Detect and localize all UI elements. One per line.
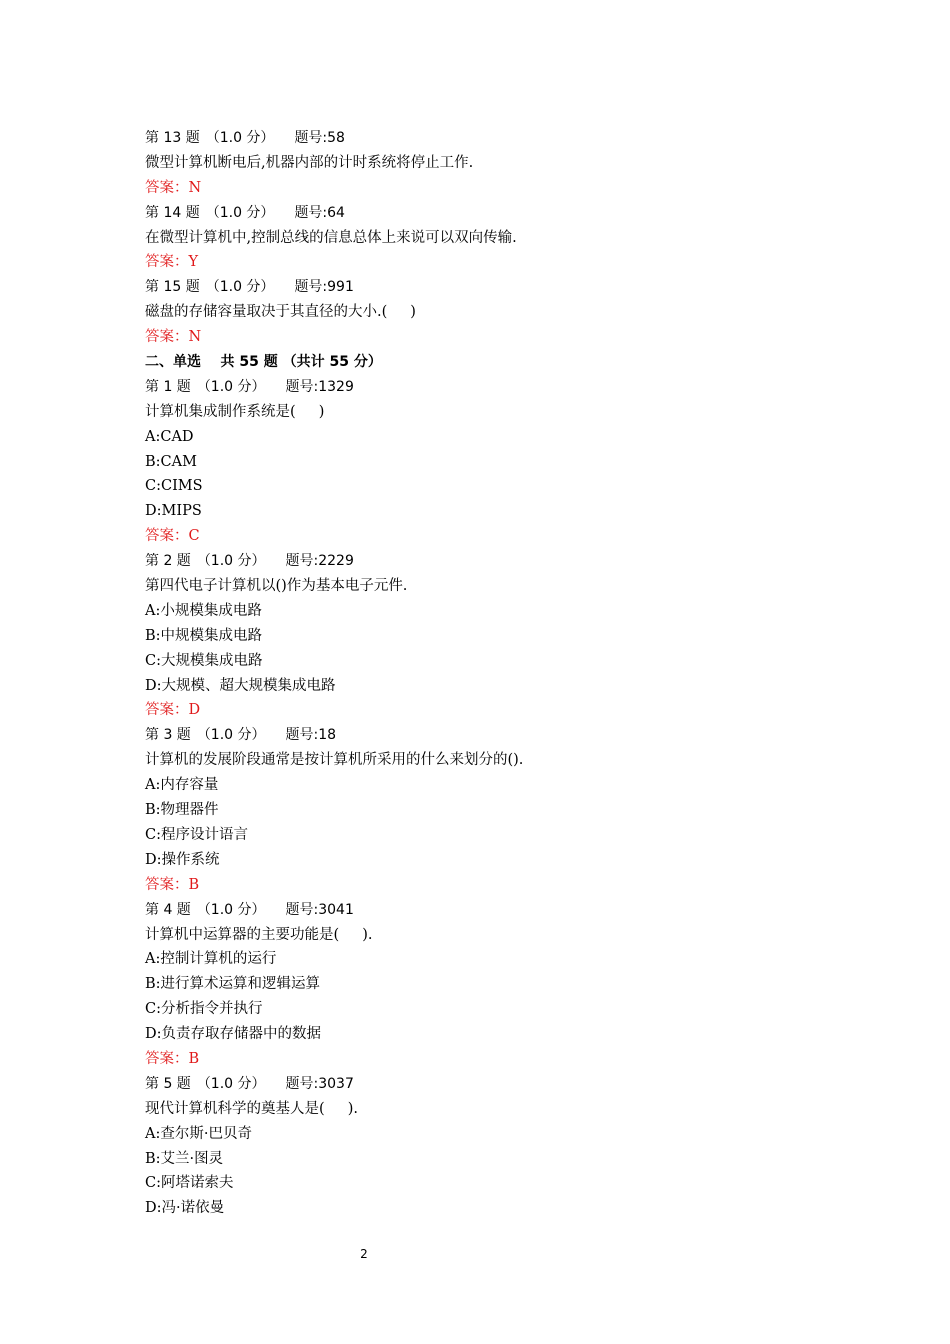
question-text: 第四代电子计算机以()作为基本电子元件. <box>145 578 408 595</box>
question-score: （1.0 分） <box>196 901 266 918</box>
question-text: A:查尔斯·巴贝奇 <box>145 1125 252 1142</box>
question-text: D:操作系统 <box>145 851 220 868</box>
document-body <box>145 126 865 1221</box>
question-number: 第 1 题 <box>145 378 191 395</box>
question-text: 微型计算机断电后,机器内部的计时系统将停止工作. <box>145 154 474 171</box>
question-text: B:物理器件 <box>145 802 219 819</box>
question-number: 第 3 题 <box>145 727 191 744</box>
question-number: 第 14 题 <box>145 204 200 221</box>
question-score: （1.0 分） <box>196 553 266 570</box>
answer-line: 答案：N <box>145 329 202 346</box>
page-number: 2 <box>360 1247 368 1261</box>
question-text: A:小规模集成电路 <box>145 602 262 619</box>
question-header <box>145 549 865 574</box>
question-text: A:内存容量 <box>145 777 219 794</box>
question-number: 第 2 题 <box>145 553 191 570</box>
question-header <box>145 898 865 923</box>
section-heading: 二、单选 共 55 题 （共计 55 分） <box>145 354 382 371</box>
question-text: D:负责存取存储器中的数据 <box>145 1026 322 1043</box>
question-text: B:中规模集成电路 <box>145 627 263 644</box>
question-id: 题号:1329 <box>285 378 354 395</box>
question-text: 在微型计算机中,控制总线的信息总体上来说可以双向传输. <box>145 229 517 246</box>
question-text: C:CIMS <box>145 478 203 495</box>
answer-line: 答案：N <box>145 179 202 196</box>
question-number: 第 13 题 <box>145 130 200 146</box>
question-text: C:大规模集成电路 <box>145 652 263 669</box>
question-score: （1.0 分） <box>205 279 275 296</box>
question-header <box>145 375 865 400</box>
question-text: A:CAD <box>145 428 194 445</box>
question-id: 题号:991 <box>294 279 354 296</box>
question-id: 题号:58 <box>294 130 345 146</box>
question-text: 磁盘的存储容量取决于其直径的大小.( ) <box>145 304 416 321</box>
answer-line: 答案：D <box>145 702 201 719</box>
question-header <box>145 723 865 748</box>
question-score: （1.0 分） <box>196 727 266 744</box>
question-text: B:CAM <box>145 453 197 470</box>
question-id: 题号:3041 <box>285 901 354 918</box>
question-id: 题号:2229 <box>285 553 354 570</box>
question-number: 第 5 题 <box>145 1075 191 1092</box>
question-header <box>145 126 865 151</box>
question-text: D:冯·诺依曼 <box>145 1200 225 1217</box>
question-text: A:控制计算机的运行 <box>145 951 277 968</box>
answer-line: 答案：C <box>145 528 200 545</box>
question-text: 计算机集成制作系统是( ) <box>145 403 325 420</box>
question-id: 题号:18 <box>285 727 337 744</box>
question-header <box>145 275 865 300</box>
question-header <box>145 1072 865 1097</box>
question-id: 题号:64 <box>294 204 345 221</box>
question-text: C:阿塔诺索夫 <box>145 1175 234 1192</box>
question-score: （1.0 分） <box>196 378 266 395</box>
question-text: 现代计算机科学的奠基人是( ). <box>145 1100 358 1117</box>
question-text: C:分析指令并执行 <box>145 1001 263 1018</box>
answer-line: 答案：Y <box>145 254 199 271</box>
answer-line: 答案：B <box>145 1050 200 1067</box>
question-text: D:大规模、超大规模集成电路 <box>145 677 336 694</box>
question-text: 计算机中运算器的主要功能是( ). <box>145 926 373 943</box>
answer-line: 答案：B <box>145 876 200 893</box>
question-score: （1.0 分） <box>196 1075 266 1092</box>
question-text: B:艾兰·图灵 <box>145 1150 224 1167</box>
question-text: B:进行算术运算和逻辑运算 <box>145 976 321 993</box>
question-header <box>145 201 865 226</box>
question-score: （1.0 分） <box>205 130 275 146</box>
question-text: 计算机的发展阶段通常是按计算机所采用的什么来划分的(). <box>145 752 524 769</box>
question-number: 第 4 题 <box>145 901 191 918</box>
question-id: 题号:3037 <box>285 1075 354 1092</box>
question-text: D:MIPS <box>145 503 202 520</box>
question-score: （1.0 分） <box>205 204 275 221</box>
question-text: C:程序设计语言 <box>145 826 248 843</box>
question-number: 第 15 题 <box>145 279 200 296</box>
